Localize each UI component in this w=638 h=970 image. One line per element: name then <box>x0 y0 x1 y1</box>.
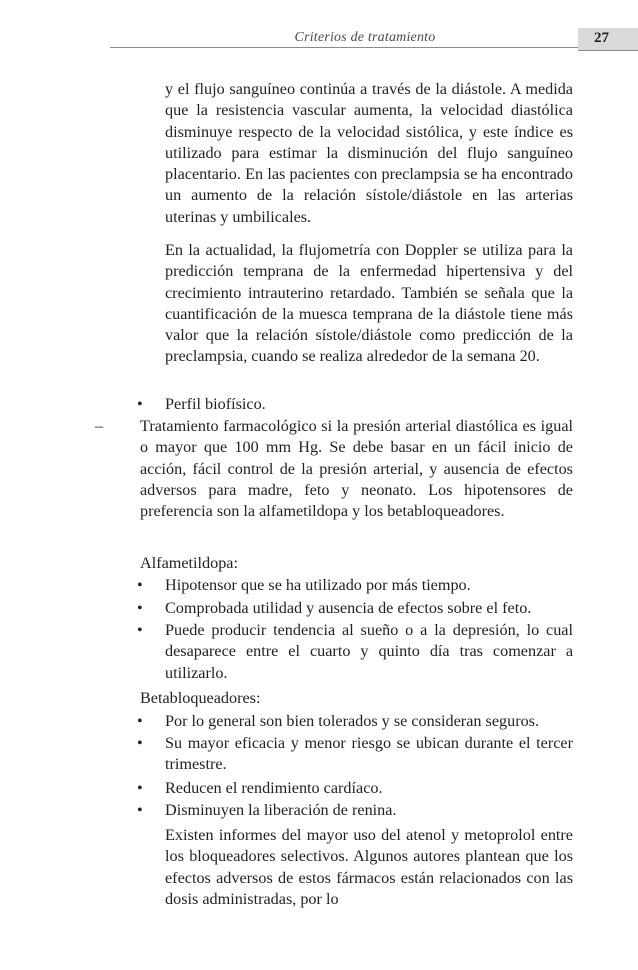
list-item: Hipotensor que se ha utilizado por más tiempo. <box>165 576 471 594</box>
page-header <box>110 28 638 50</box>
list-item: Puede producir tendencia al sueño o a la depresión, lo cual desaparece entre el cuarto y quinto día tras comenzar a utilizarlo. <box>165 621 573 682</box>
running-title: Criterios de tratamiento <box>294 30 436 45</box>
paragraph-doppler-flow: y el flujo sanguíneo continúa a través de la diástole. A medida que la resistencia vascular aumenta, la velocidad diastólica disminuye respecto de la velocidad sistólica, y este índice es utilizado para estimar la disminución del flujo sanguíneo placentario. En las pacientes con preclampsia se ha encontrado un aumento de la relación sístole/diástole en las arterias uterinas y umbilicales. <box>165 80 573 226</box>
bullet-marker: • <box>137 734 143 752</box>
list-item: Su mayor eficacia y menor riesgo se ubican durante el tercer trimestre. <box>165 734 573 774</box>
paragraph-atenol-metoprolol: Existen informes del mayor uso del atenol y metoprolol entre los bloqueadores selectivos. Algunos autores plantean que los efectos adversos de estos fármacos están relacionados con las dosis administradas, por lo <box>165 826 573 908</box>
heading-betabloqueadores: Betabloqueadores: <box>140 689 261 707</box>
list-item-perfil-biofisico: Perfil biofísico. <box>165 395 266 413</box>
header-rule <box>110 47 578 48</box>
list-item: Por lo general son bien tolerados y se consideran seguros. <box>165 712 540 730</box>
page-number-box <box>578 28 638 51</box>
list-item: Disminuyen la liberación de renina. <box>165 801 397 819</box>
bullet-marker: • <box>137 621 143 639</box>
paragraph-doppler-prediction: En la actualidad, la flujometría con Doppler se utiliza para la predicción temprana de la enfermedad hipertensiva y del crecimiento intrauterino retardado. También se señala que la cuantificación de la muesca temprana de la diástole tiene más valor que la relación sístole/diástole como predicción de la preclampsia, cuando se realiza alrededor de la semana 20. <box>165 241 573 366</box>
list-item: Reducen el rendimiento cardíaco. <box>165 779 383 797</box>
bullet-marker: • <box>137 779 143 797</box>
heading-alfametildopa: Alfametildopa: <box>140 554 238 572</box>
paragraph-tratamiento-farmacologico: Tratamiento farmacológico si la presión arterial diastólica es igual o mayor que 100 mm Hg. Se debe basar en un fácil inicio de acción, fácil control de la presión arterial, y ausencia de efectos adversos para madre, feto y neonato. Los hipotensores de preferencia son la alfametildopa y los betabloqueadores. <box>140 417 573 520</box>
bullet-marker: • <box>137 599 143 617</box>
list-item: Comprobada utilidad y ausencia de efectos sobre el feto. <box>165 599 532 617</box>
dash-marker: – <box>95 417 104 435</box>
bullet-marker: • <box>137 395 143 413</box>
bullet-marker: • <box>137 712 143 730</box>
bullet-marker: • <box>137 801 143 819</box>
page-number: 27 <box>594 30 609 46</box>
bullet-marker: • <box>137 576 143 594</box>
